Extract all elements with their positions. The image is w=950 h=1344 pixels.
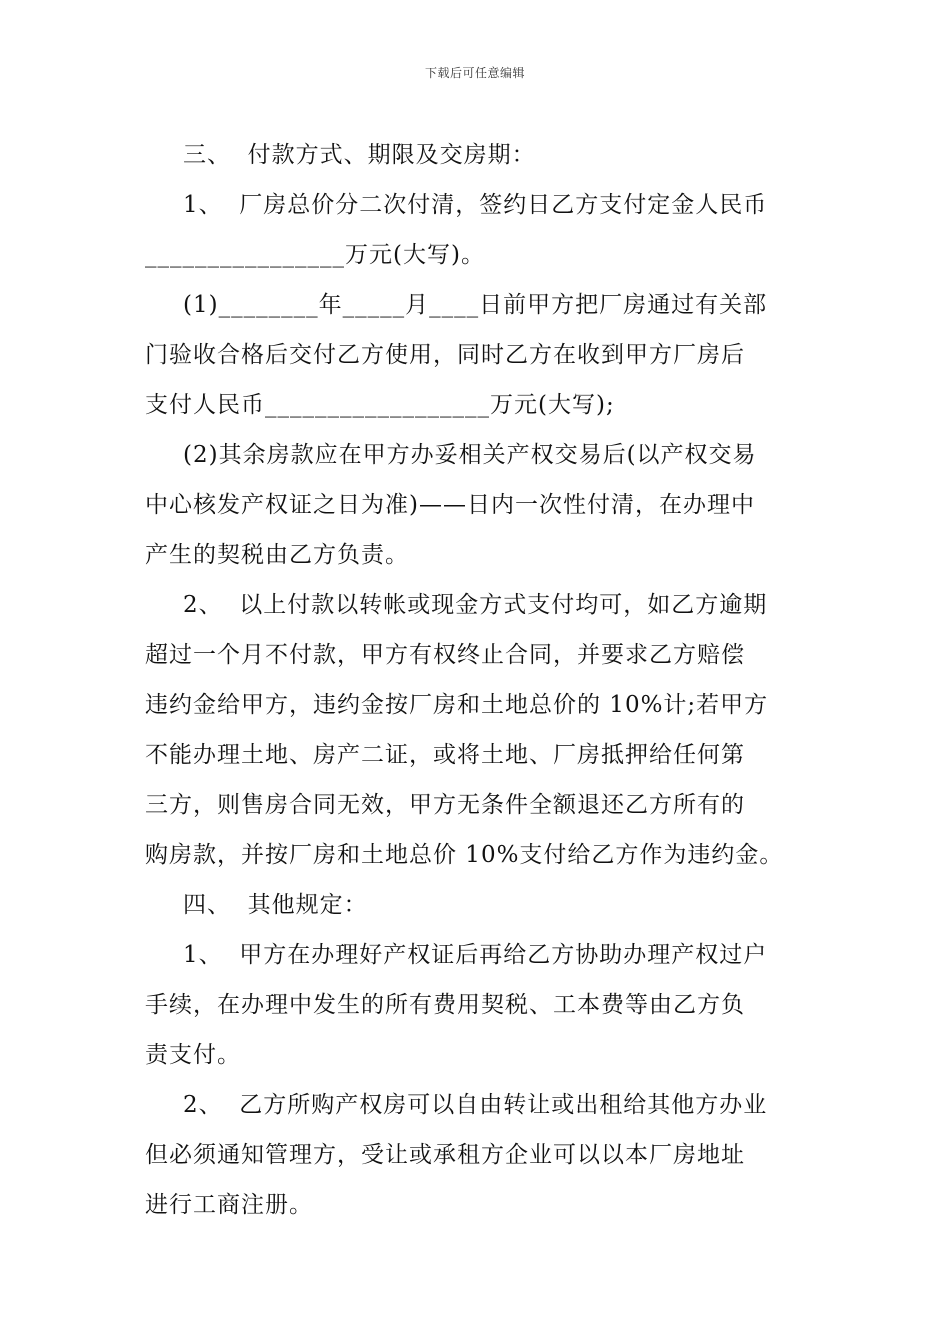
clause-line: 手续，在办理中发生的所有费用契税、工本费等由乙方负 [145, 992, 745, 1018]
clause-line: 中心核发产权证之日为准)——日内一次性付清，在办理中 [145, 492, 755, 518]
clause-line: 超过一个月不付款，甲方有权终止合同，并要求乙方赔偿 [145, 642, 745, 668]
clause-line: 支付人民币__________________万元(大写); [145, 392, 615, 418]
section-heading-other: 四、 其他规定： [183, 892, 368, 918]
clause-line: 购房款，并按厂房和土地总价 10%支付给乙方作为违约金。 [145, 842, 784, 868]
clause-line: (2)其余房款应在甲方办妥相关产权交易后(以产权交易 [183, 442, 757, 468]
clause-line: 不能办理土地、房产二证，或将土地、厂房抵押给任何第 [145, 742, 745, 768]
clause-line: 产生的契税由乙方负责。 [145, 542, 409, 568]
clause-line: 三方，则售房合同无效，甲方无条件全额退还乙方所有的 [145, 792, 745, 818]
document-body [145, 130, 805, 1230]
header-note: 下载后可任意编辑 [424, 66, 525, 80]
clause-line: 2、 乙方所购产权房可以自由转让或出租给其他方办业 [183, 1092, 768, 1118]
clause-line: 违约金给甲方，违约金按厂房和土地总价的 10%计;若甲方 [145, 692, 769, 718]
clause-line: 1、 厂房总价分二次付清，签约日乙方支付定金人民币 [183, 192, 768, 218]
section-heading-payment: 三、 付款方式、期限及交房期： [183, 142, 536, 168]
clause-line: 进行工商注册。 [145, 1192, 313, 1218]
clause-line: 门验收合格后交付乙方使用，同时乙方在收到甲方厂房后 [145, 342, 745, 368]
clause-line: ________________万元(大写)。 [145, 242, 485, 268]
clause-line: 1、 甲方在办理好产权证后再给乙方协助办理产权过户 [183, 942, 768, 968]
clause-line: (1)________年_____月____日前甲方把厂房通过有关部 [183, 292, 768, 318]
clause-line: 责支付。 [145, 1042, 241, 1068]
clause-line: 但必须通知管理方，受让或承租方企业可以以本厂房地址 [145, 1142, 745, 1168]
clause-line: 2、 以上付款以转帐或现金方式支付均可，如乙方逾期 [183, 592, 768, 618]
